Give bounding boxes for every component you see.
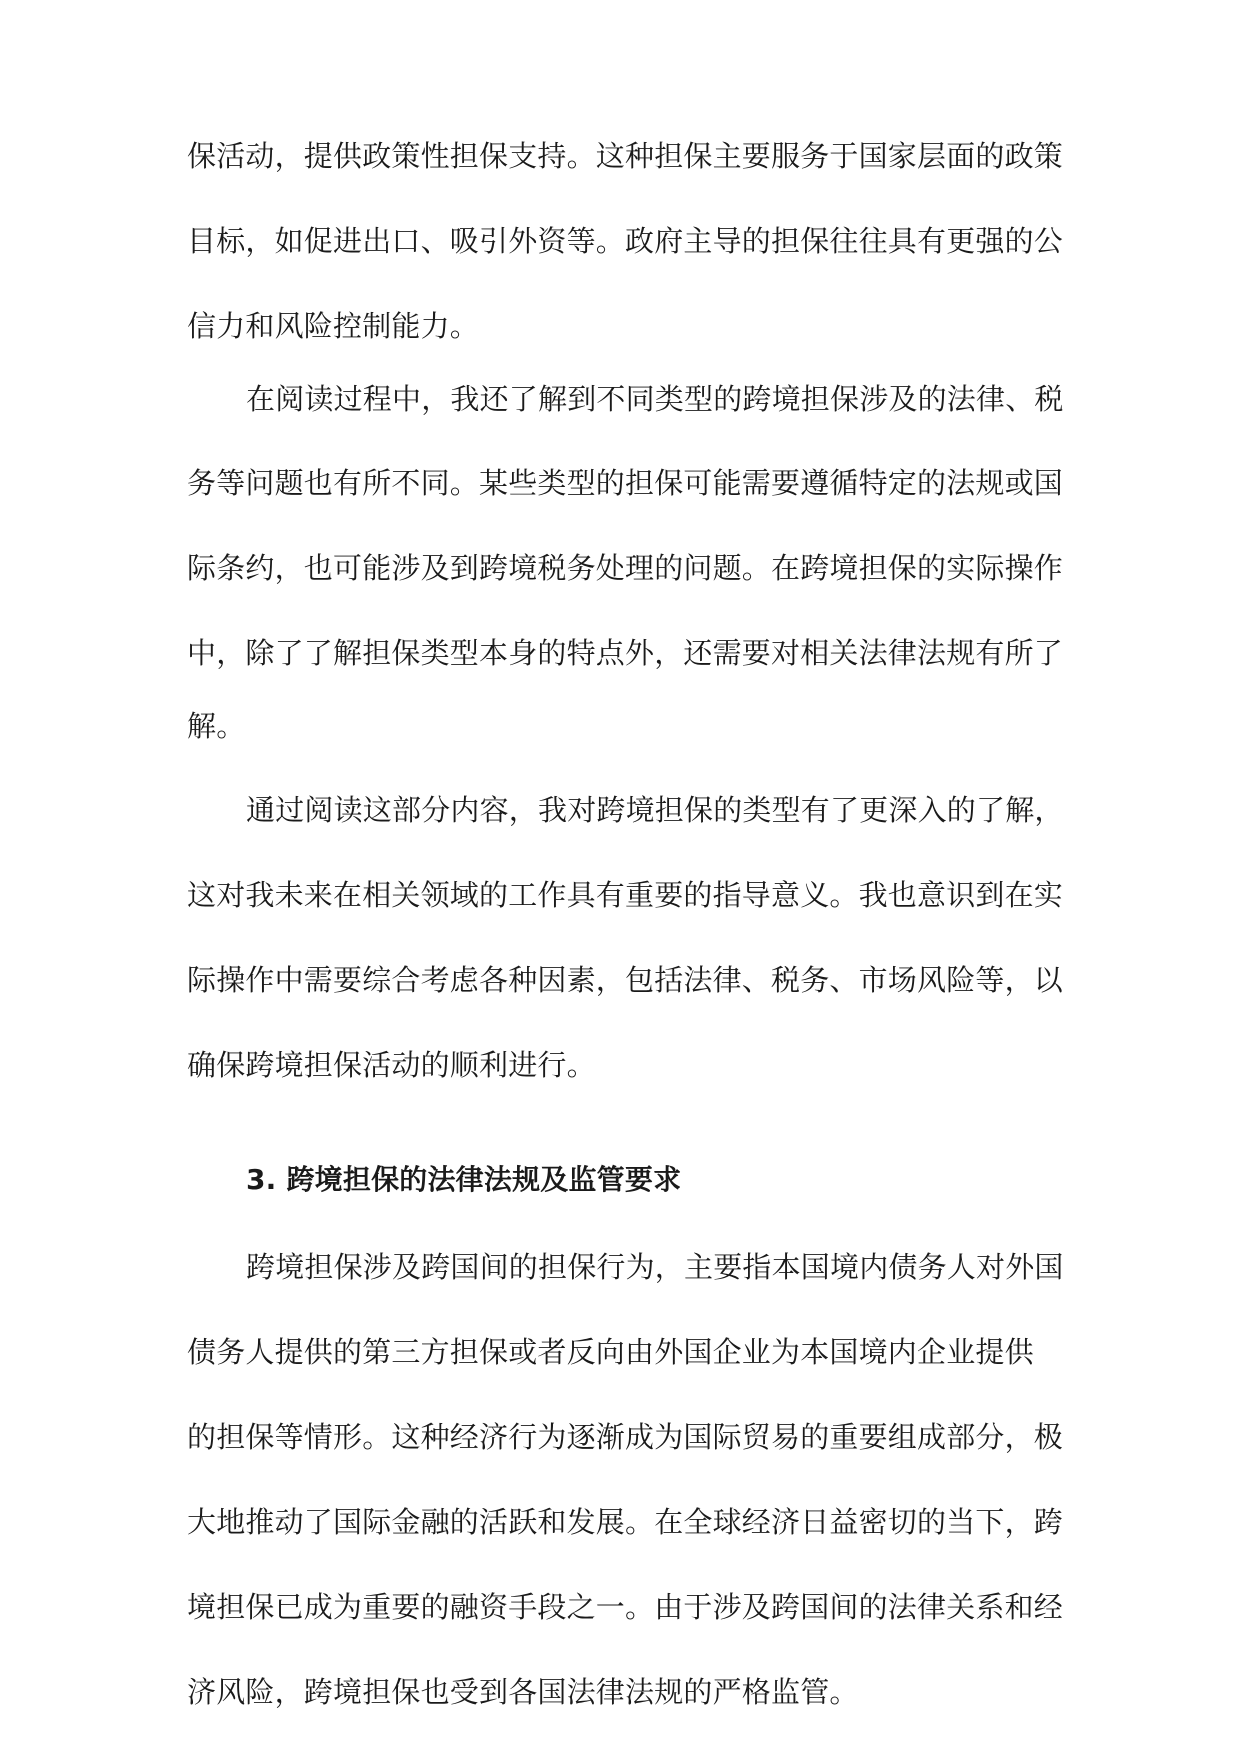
text-line: 大地推动了国际金融的活跃和发展。在全球经济日益密切的当下，跨 [187,1505,1064,1539]
text-line: 跨境担保涉及跨国间的担保行为，主要指本国境内债务人对外国 [246,1250,1064,1284]
text-line: 的担保等情形。这种经济行为逐渐成为国际贸易的重要组成部分，极 [187,1420,1064,1454]
text-line: 信力和风险控制能力。 [187,309,480,343]
text-line: 在阅读过程中，我还了解到不同类型的跨境担保涉及的法律、税 [246,382,1064,416]
text-line: 目标，如促进出口、吸引外资等。政府主导的担保往往具有更强的公 [187,224,1064,258]
section-heading: 3. 跨境担保的法律法规及监管要求 [246,1163,682,1196]
text-line: 债务人提供的第三方担保或者反向由外国企业为本国境内企业提供 [187,1335,1034,1369]
text-line: 解。 [187,709,246,743]
text-line: 这对我未来在相关领域的工作具有重要的指导意义。我也意识到在实 [187,878,1064,912]
text-line: 境担保已成为重要的融资手段之一。由于涉及跨国间的法律关系和经 [187,1590,1064,1624]
text-line: 确保跨境担保活动的顺利进行。 [187,1048,596,1082]
text-line: 际条约，也可能涉及到跨境税务处理的问题。在跨境担保的实际操作 [187,551,1064,585]
text-line: 通过阅读这部分内容，我对跨境担保的类型有了更深入的了解， [246,793,1064,827]
text-line: 中，除了了解担保类型本身的特点外，还需要对相关法律法规有所了 [187,636,1064,670]
text-line: 济风险，跨境担保也受到各国法律法规的严格监管。 [187,1675,859,1709]
text-line: 保活动，提供政策性担保支持。这种担保主要服务于国家层面的政策 [187,139,1064,173]
text-line: 务等问题也有所不同。某些类型的担保可能需要遵循特定的法规或国 [187,466,1064,500]
text-line: 际操作中需要综合考虑各种因素，包括法律、税务、市场风险等，以 [187,963,1064,997]
